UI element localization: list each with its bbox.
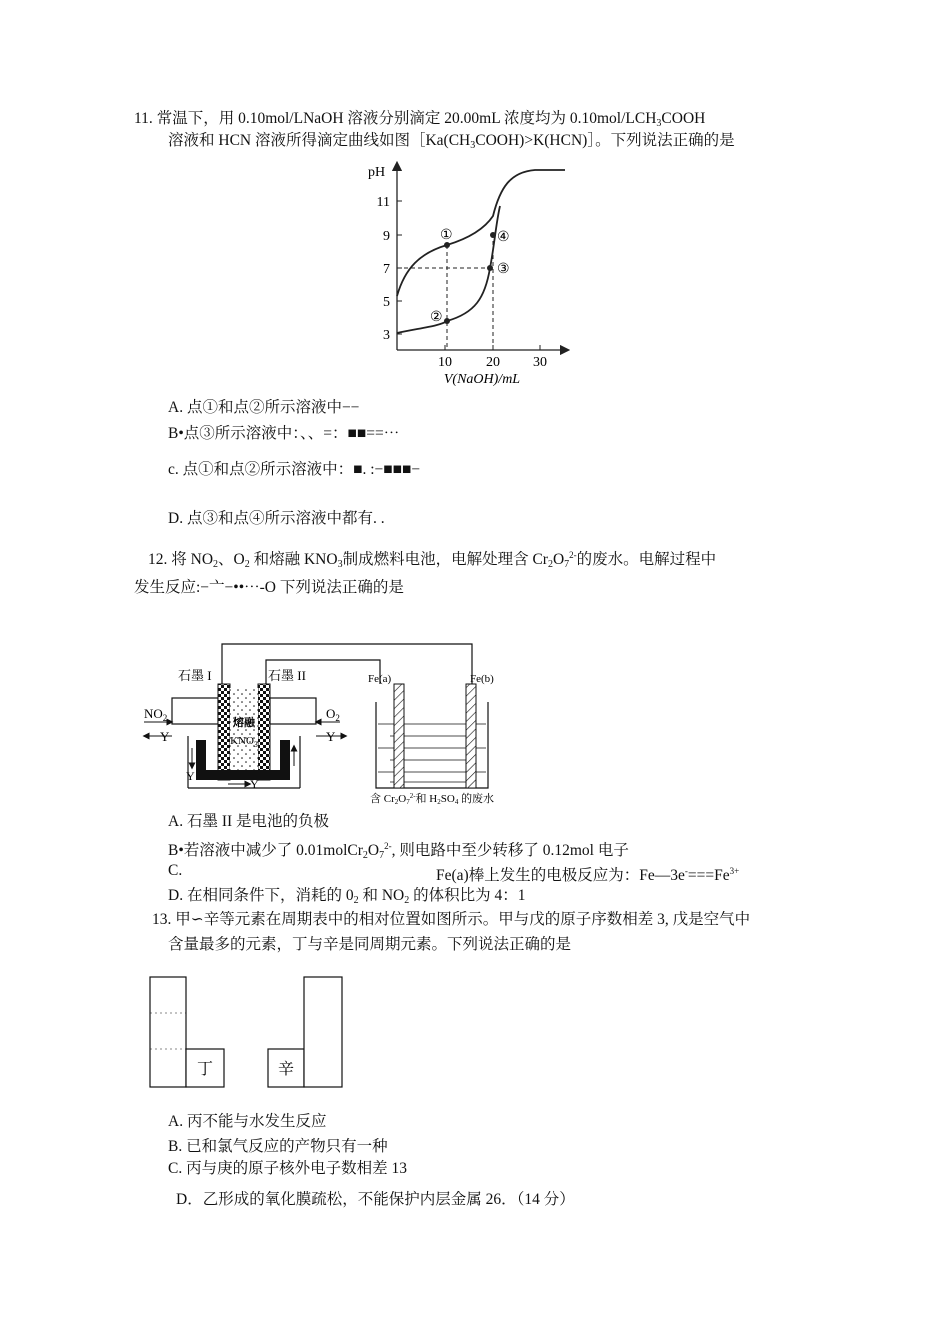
y-right-label: Y bbox=[326, 729, 336, 744]
titration-curve-chart bbox=[360, 158, 580, 390]
point-3-label: ③ bbox=[497, 262, 510, 277]
q11-line1: 11. 常温下，用 0.10mol/LNaOH 溶液分别滴定 20.00mL 浓度均为 $0.10mol/LCH_3COOH$ bbox=[134, 110, 706, 129]
element-ding: 丁 bbox=[196, 1059, 214, 1078]
q11-line2: 溶液和 HCN 溶液所得滴定曲线如图$[Ka(CH_3COOH)>K(HCN)]$。下列说法正确的是 bbox=[168, 132, 735, 151]
q11-option-a: A. 点①和点②所示溶液中−− bbox=[168, 399, 360, 416]
y-axis-label: pH bbox=[368, 165, 386, 180]
periodic-table-fragment bbox=[148, 975, 348, 1091]
x-tick-30: 30 bbox=[533, 355, 547, 370]
element-xin: 辛 bbox=[277, 1059, 295, 1078]
fe-b-label: Fe(b) bbox=[470, 673, 494, 685]
q12-option-c-label: C. bbox=[168, 862, 183, 879]
y-bottom-label: Y bbox=[250, 777, 259, 791]
q13-option-b: B. 已和氯气反应的产物只有一种 bbox=[168, 1138, 388, 1155]
q11-option-c: c. 点①和点②所示溶液中：■. :−■■■− bbox=[168, 461, 421, 478]
y-bottom-left-label: Y bbox=[186, 769, 195, 783]
no2-label: $NO_2$ bbox=[144, 706, 168, 723]
fe-a-label: Fe(a) bbox=[368, 673, 392, 685]
q13-number: 13. bbox=[152, 911, 172, 928]
melt-label: 熔融 bbox=[233, 717, 255, 729]
q11-option-b: B•点③所示溶液中：、、=：■■==⋯ bbox=[168, 425, 400, 442]
point-4-label: ④ bbox=[497, 230, 510, 245]
q13-option-c: C. 丙与庚的原子核外电子数相差 13 bbox=[168, 1160, 407, 1177]
ch3cooh-curve bbox=[397, 170, 565, 296]
y-tick-3: 3 bbox=[383, 328, 390, 343]
q13-line2: 含量最多的元素，丁与辛是同周期元素。下列说法正确的是 bbox=[168, 936, 572, 953]
y-tick-5: 5 bbox=[383, 295, 390, 310]
q12-option-a: A. 石墨 II 是电池的负极 bbox=[168, 813, 330, 830]
kno3-label: $KNO_3$ bbox=[230, 735, 258, 749]
q12-option-d: D. 在相同条件下，消耗的 $0_2$ 和 $NO_2$ 的体积比为 4：1 bbox=[168, 887, 526, 906]
q12-line2: 发生反应:−亠−••⋯-O 下列说法正确的是 bbox=[134, 579, 404, 596]
y-tick-9: 9 bbox=[383, 229, 390, 244]
x-tick-20: 20 bbox=[486, 355, 500, 370]
y-tick-7: 7 bbox=[383, 262, 390, 277]
o2-label: $O_2$ bbox=[326, 706, 340, 723]
q12-number: 12. bbox=[148, 551, 168, 568]
q13-option-d: D．乙形成的氧化膜疏松，不能保护内层金属 26．（14 分） bbox=[176, 1191, 575, 1208]
q12-line1: 12. 将 $NO_2$、$O_2$ 和熔融 $KNO_3$制成燃料电池，电解处理含 $Cr_2O_7^{2-}$的废水。电解过程中 bbox=[148, 550, 717, 570]
q13-option-a: A. 丙不能与水发生反应 bbox=[168, 1113, 327, 1130]
graphite-1-label: 石墨 I bbox=[178, 668, 212, 683]
q13-line1: 13. 甲∽辛等元素在周期表中的相对位置如图所示。甲与戊的原子序数相差 3, 戊是空气中 bbox=[152, 911, 751, 928]
x-tick-labels bbox=[438, 355, 547, 370]
y-tick-labels bbox=[377, 195, 390, 343]
q11-option-d: D. 点③和点④所示溶液中都有. . bbox=[168, 510, 385, 527]
x-tick-10: 10 bbox=[438, 355, 452, 370]
waste-water-label: 含 $Cr2O7^{2-}$和 H2SO4 的废水 bbox=[370, 792, 495, 806]
y-tick-11: 11 bbox=[376, 195, 390, 210]
point-2-label: ② bbox=[430, 310, 443, 325]
q11-number: 11. bbox=[134, 110, 153, 127]
fuel-cell-electrolysis-diagram bbox=[140, 640, 520, 806]
x-axis-label: V(NaOH)/mL bbox=[443, 372, 521, 387]
q12-option-b: B•若溶液中减少了 $0.01molCr_2O_7^{2-}$, 则电路中至少转移了 0.12mol 电子 bbox=[168, 841, 629, 861]
y-left-label: Y bbox=[160, 729, 170, 744]
q12-option-c: Fe(a)棒上发生的电极反应为：$Fe—3e^-===Fe^{3+}$ bbox=[436, 866, 740, 884]
graphite-2-label: 石墨 II bbox=[268, 668, 306, 683]
point-1-label: ① bbox=[440, 228, 453, 243]
